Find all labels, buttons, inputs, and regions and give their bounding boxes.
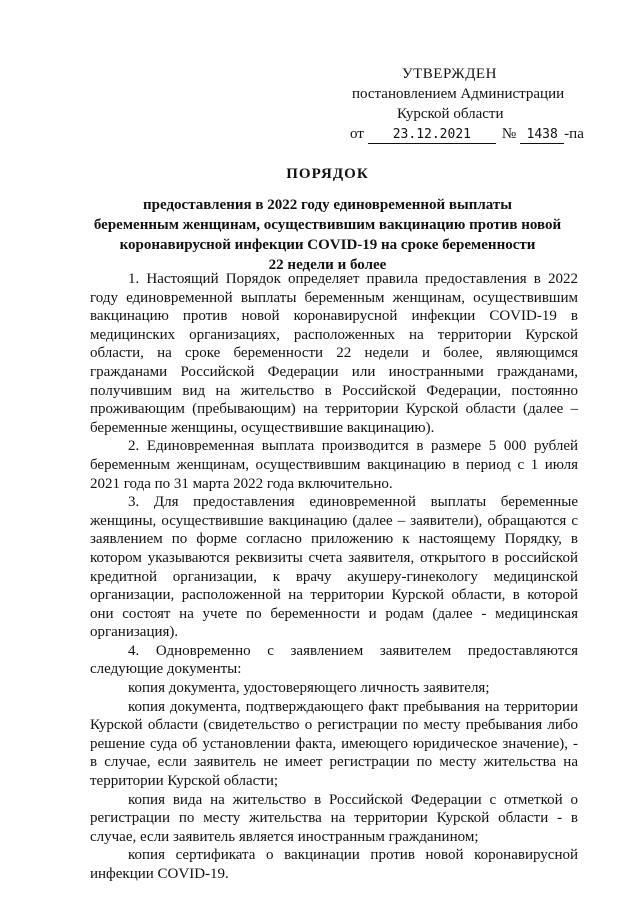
approval-title: УТВЕРЖДЕН <box>402 66 497 82</box>
approval-number: 1438 <box>520 127 564 144</box>
paragraph-3: 3. Для предоставления единовременной выплаты беременные женщины, осуществившие вакцинацию (далее – заявители), обращаются с заявлением по форме согласно приложению к настоящему Порядку, в котором указываются реквизиты счета заявителя, открытого в российской кредитной организации, к врачу акушеру-гинекологу медицинской организации, расположенной на территории Курской области, в которой они состоят на учете по беременности и родам (далее - медицинская организация). <box>90 494 578 641</box>
paragraph-1: 1. Настоящий Порядок определяет правила предоставления в 2022 году единовременной выплаты беременным женщинам, осуществившим вакцинацию против новой коронавирусной инфекции COVID-19 в медицинских организациях, расположенных на территории Курской области, на сроке беременности 22 недели и более, являющимся гражданами Российской Федерации или иностранными гражданами, получившим вид на жительство в Российской Федерации, постоянно проживающим (пребывающим) на территории Курской области (далее – беременные женщины, осуществившие вакцинацию). <box>90 271 578 436</box>
date-prefix: от <box>350 126 364 142</box>
document-list-item: копия вида на жительство в Российской Федерации с отметкой о регистрации по месту жительства на территории Курской области - в случае, если заявитель является иностранным гражданином; <box>90 791 578 845</box>
document-body <box>90 270 578 884</box>
paragraph-2: 2. Единовременная выплата производится в размере 5 000 рублей беременным женщинам, осуществившим вакцинацию в период с 1 июля 2021 года по 31 марта 2022 года включительно. <box>90 438 578 492</box>
heading-line: беременным женщинам, осуществившим вакцинацию против новой <box>93 217 562 233</box>
approval-stamp <box>350 64 590 144</box>
heading-line: коронавирусной инфекции COVID-19 на сроке беременности <box>119 237 536 253</box>
document-heading <box>80 164 575 275</box>
number-prefix: № <box>501 126 517 142</box>
heading-main: ПОРЯДОК <box>286 166 369 182</box>
heading-line: предоставления в 2022 году единовременной выплаты <box>143 197 512 213</box>
document-list-item: копия документа, подтверждающего факт пребывания на территории Курской области (свидетельство о регистрации по месту пребывания либо решение суда об установлении факта, имеющего юридическое значение), - в случае, если заявитель не имеет регистрации по месту жительства на территории Курской области; <box>90 698 578 790</box>
heading-line: 22 недели и более <box>268 257 387 273</box>
document-list-item: копия сертификата о вакцинации против новой коронавирусной инфекции COVID-19. <box>90 847 578 882</box>
approval-region-line: Курской области <box>397 106 504 122</box>
approval-org-line: постановлением Администрации <box>352 86 565 102</box>
approval-date: 23.12.2021 <box>368 127 496 144</box>
document-list-item: копия документа, удостоверяющего личность заявителя; <box>128 680 490 697</box>
paragraph-4: 4. Одновременно с заявлением заявителем предоставляются следующие документы: <box>90 642 578 678</box>
number-suffix: -па <box>564 126 584 142</box>
approval-date-line <box>350 124 590 144</box>
